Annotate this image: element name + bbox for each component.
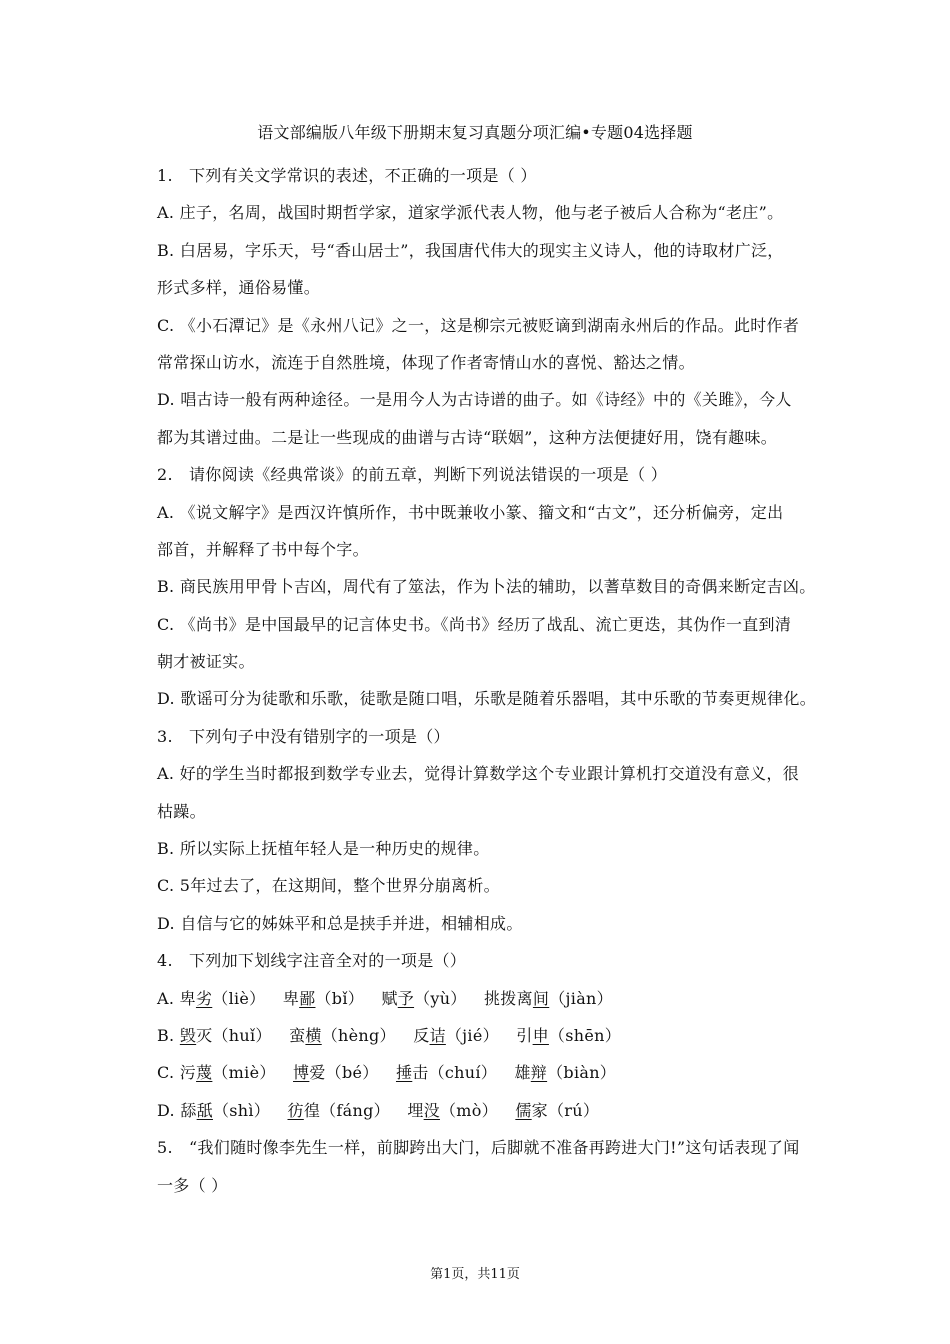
q1-option-d-cont: 都为其谱过曲。二是让一些现成的曲谱与古诗“联姻”，这种方法便捷好用，饶有趣味。	[157, 427, 778, 447]
question-text: 下列句子中没有错别字的一项是（）	[189, 726, 450, 746]
underlined-char: 捶	[395, 1063, 413, 1083]
pinyin: （shì）	[212, 1100, 271, 1120]
option-label: B.	[157, 1025, 175, 1045]
pinyin: （bǐ）	[315, 988, 365, 1008]
q2-option-a: A. 《说文解字》是西汉许慎所作，书中既兼收小篆、籀文和“古文”，还分析偏旁，定出	[157, 502, 784, 522]
q1-option-c: C. 《小石潭记》是《永州八记》之一，这是柳宗元被贬谪到湖南永州后的作品。此时作者	[157, 315, 800, 335]
word: 爱	[309, 1063, 326, 1083]
q3-option-c: C. 5年过去了，在这期间，整个世界分崩离析。	[157, 876, 500, 896]
question-text: 下列有关文学常识的表述，不正确的一项是（ ）	[189, 166, 537, 185]
underlined-char: 横	[305, 1025, 322, 1045]
question-3-stem	[157, 718, 837, 755]
pinyin: （huǐ）	[212, 1025, 272, 1045]
q2-option-c: C. 《尚书》是中国最早的记言体史书。《尚书》经历了战乱、流亡更迭，其伪作一直到清	[157, 614, 792, 634]
pinyin: （biàn）	[547, 1063, 617, 1083]
q1-option-c-cont: 常常探山访水，流连于自然胜境，体现了作者寄情山水的喜悦、豁达之情。	[157, 352, 695, 372]
question-number: 2.	[157, 465, 173, 485]
word: 蛮	[289, 1025, 306, 1045]
q4-option-d	[157, 1092, 837, 1129]
option-label: A.	[157, 988, 175, 1008]
option-label: D.	[157, 1100, 175, 1120]
q3-option-a-cont: 枯躁。	[157, 801, 206, 821]
underlined-char: 舐	[196, 1100, 213, 1120]
question-1-stem	[157, 157, 837, 194]
question-number: 3.	[157, 726, 173, 746]
pinyin: （jié）	[445, 1025, 499, 1045]
q3-option-b: B. 所以实际上抚植年轻人是一种历史的规律。	[157, 839, 490, 859]
q3-option-d: D. 自信与它的姊妹平和总是挟手并进，相辅相成。	[157, 913, 523, 933]
underlined-char: 博	[293, 1063, 310, 1083]
q1-option-d: D. 唱古诗一般有两种途径。一是用今人为古诗谱的曲子。如《诗经》中的《关雎》，今人	[157, 390, 792, 410]
underlined-char: 予	[397, 988, 415, 1008]
page-footer: 第1页，共11页	[430, 1267, 520, 1282]
underlined-char: 彷	[287, 1100, 304, 1120]
word: 卑	[282, 988, 300, 1008]
word: 挑拨离	[484, 988, 533, 1008]
word: 击	[412, 1063, 429, 1083]
q1-option-b-cont: 形式多样，通俗易懂。	[157, 278, 321, 298]
word: 污	[179, 1063, 197, 1083]
question-number: 1.	[157, 166, 173, 185]
pinyin: （jiàn）	[549, 988, 613, 1008]
underlined-char: 申	[532, 1025, 549, 1045]
question-4-stem	[157, 942, 837, 979]
pinyin: （hèng）	[321, 1025, 396, 1045]
word: 家	[531, 1100, 548, 1120]
underlined-char: 辩	[530, 1063, 548, 1083]
underlined-char: 没	[423, 1100, 440, 1120]
word: 舔	[180, 1100, 197, 1120]
word: 引	[516, 1025, 533, 1045]
underlined-char: 儒	[515, 1100, 532, 1120]
pinyin: （liè）	[212, 988, 266, 1008]
question-number: 5.	[157, 1138, 173, 1158]
question-number: 4.	[157, 951, 173, 971]
pinyin: （fáng）	[320, 1100, 390, 1120]
option-label: C.	[157, 1063, 175, 1083]
question-list	[157, 157, 837, 1204]
pinyin: （rú）	[547, 1100, 600, 1120]
underlined-char: 蔑	[196, 1063, 213, 1083]
q1-option-b: B. 白居易，字乐天，号“香山居士”，我国唐代伟大的现实主义诗人，他的诗取材广泛，	[157, 240, 784, 260]
word: 徨	[303, 1100, 321, 1120]
q1-option-a: A. 庄子，名周，战国时期哲学家，道家学派代表人物，他与老子被后人合称为“老庄”。	[157, 203, 784, 223]
q4-option-c	[157, 1054, 837, 1091]
underlined-char: 鄙	[299, 988, 316, 1008]
q4-option-a	[157, 980, 837, 1017]
question-text: 请你阅读《经典常谈》的前五章，判断下列说法错误的一项是（ ）	[189, 465, 668, 485]
question-5-stem	[157, 1129, 837, 1166]
word: 灭	[196, 1025, 213, 1045]
word: 埋	[407, 1100, 424, 1120]
pinyin: （bé）	[325, 1063, 379, 1083]
word: 赋	[381, 988, 398, 1008]
pinyin: （miè）	[212, 1063, 276, 1083]
question-text: “我们随时像李先生一样，前脚跨出大门，后脚就不准备再跨进大门!”这句话表现了闻	[189, 1138, 800, 1158]
question-5-stem-cont: 一多（ ）	[157, 1175, 228, 1195]
underlined-char: 诘	[429, 1025, 446, 1045]
q2-option-a-cont: 部首，并解释了书中每个字。	[157, 539, 369, 559]
question-2-stem	[157, 456, 837, 493]
word: 雄	[514, 1063, 531, 1083]
q4-option-b	[157, 1017, 837, 1054]
q2-option-c-cont: 朝才被证实。	[157, 652, 255, 672]
page-title: 语文部编版八年级下册期末复习真题分项汇编•专题04选择题	[257, 123, 693, 142]
underlined-char: 毁	[179, 1025, 197, 1045]
pinyin: （yù）	[414, 988, 467, 1008]
pinyin: （chuí）	[428, 1063, 498, 1083]
question-text: 下列加下划线字注音全对的一项是（）	[189, 951, 467, 971]
word: 反	[413, 1025, 430, 1045]
q3-option-a: A. 好的学生当时都报到数学专业去，觉得计算数学这个专业跟计算机打交道没有意义，很	[157, 764, 800, 784]
word: 卑	[179, 988, 196, 1008]
q2-option-d: D. 歌谣可分为徒歌和乐歌，徒歌是随口唱，乐歌是随着乐器唱，其中乐歌的节奏更规律化。	[157, 689, 817, 709]
underlined-char: 劣	[195, 988, 213, 1008]
q2-option-b: B. 商民族用甲骨卜吉凶，周代有了筮法，作为卜法的辅助，以蓍草数目的奇偶来断定吉凶。	[157, 577, 816, 597]
underlined-char: 间	[532, 988, 550, 1008]
pinyin: （shēn）	[548, 1025, 622, 1045]
pinyin: （mò）	[439, 1100, 498, 1120]
